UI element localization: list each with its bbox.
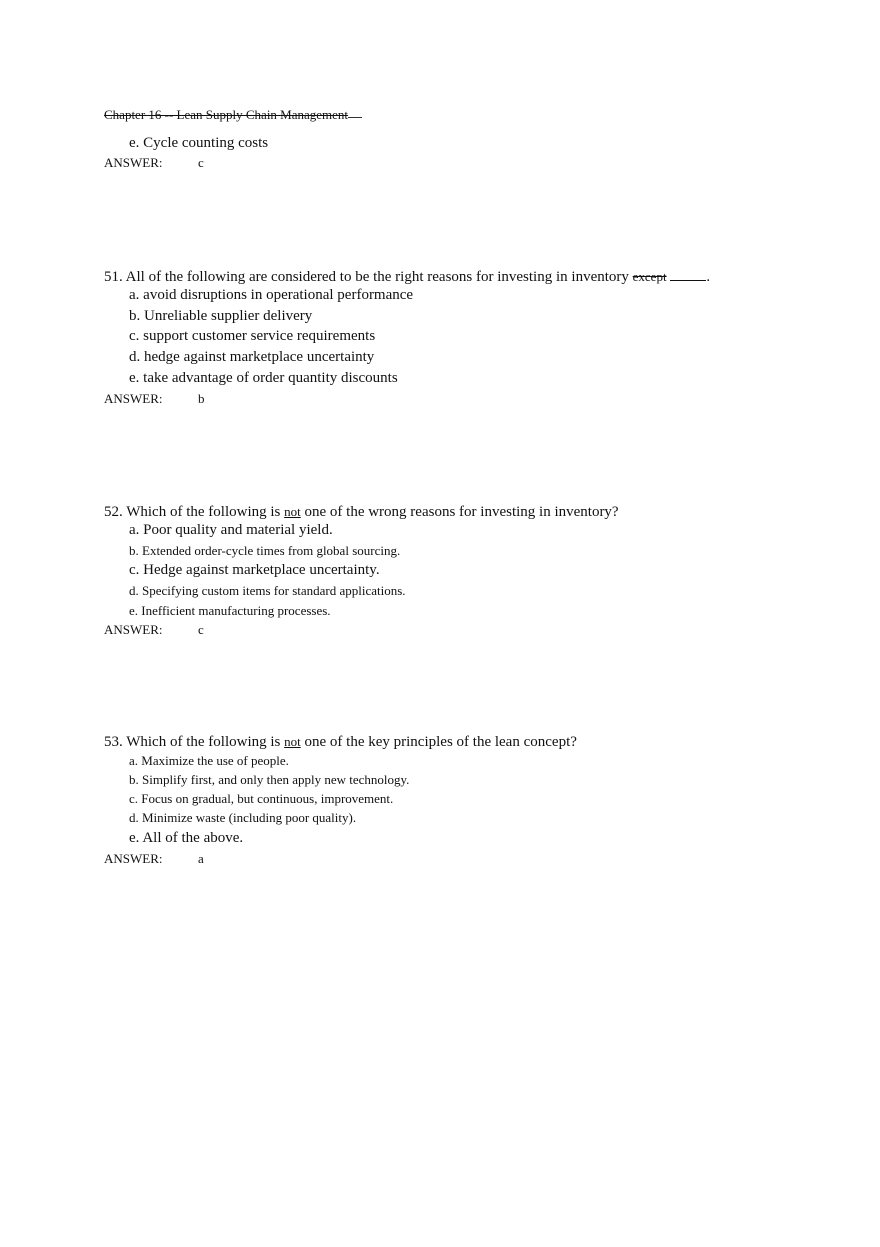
q53-choice-a: a. Maximize the use of people. (129, 753, 289, 768)
answer-value: b (198, 391, 205, 406)
q53-stem-text: 53. Which of the following is (104, 734, 285, 750)
answer-value: c (198, 155, 204, 170)
q51-blank (670, 268, 706, 281)
q52-stem-text: 52. Which of the following is (104, 504, 285, 520)
answer-label: ANSWER: (104, 391, 163, 406)
q51-stem-text: 51. All of the following are considered to be the right reasons for investing in inventory (104, 269, 633, 285)
q51-choice-a: a. avoid disruptions in operational performance (129, 287, 414, 303)
header-rule (348, 117, 362, 118)
q53-keyword: not (284, 734, 301, 749)
q52-choice-d: d. Specifying custom items for standard applications. (129, 583, 406, 598)
q52-answer (104, 622, 204, 638)
answer-value: c (198, 622, 204, 637)
q53-choice-b: b. Simplify first, and only then apply new technology. (129, 772, 410, 787)
answer-label: ANSWER: (104, 851, 163, 866)
answer-label: ANSWER: (104, 155, 163, 170)
q53-choice-c: c. Focus on gradual, but continuous, improvement. (129, 791, 394, 806)
q53-stem (104, 733, 577, 751)
q52-keyword: not (284, 504, 301, 519)
q51-keyword: except (632, 269, 667, 284)
q53-choice-e: e. All of the above. (129, 830, 244, 846)
q52-choice-c: c. Hedge against marketplace uncertainty. (129, 562, 380, 578)
answer-value: a (198, 851, 204, 866)
q52-choice-e: e. Inefficient manufacturing processes. (129, 603, 331, 618)
answer-label: ANSWER: (104, 622, 163, 637)
q52-stem (104, 503, 619, 521)
q52-choice-a: a. Poor quality and material yield. (129, 522, 333, 538)
q51-choice-c: c. support customer service requirements (129, 328, 376, 344)
prev-answer (104, 155, 204, 171)
q51-stem (104, 268, 710, 286)
q52-choice-b: b. Extended order-cycle times from global sourcing. (129, 543, 401, 558)
q51-answer (104, 391, 205, 407)
q53-stem-end: one of the key principles of the lean concept? (300, 734, 577, 750)
q53-choice-d: d. Minimize waste (including poor quality). (129, 810, 357, 825)
q51-choice-b: b. Unreliable supplier delivery (129, 308, 313, 324)
prev-choice-e: e. Cycle counting costs (129, 135, 269, 151)
page-header (104, 107, 362, 123)
q51-stem-end: . (706, 269, 711, 285)
q51-choice-d: d. hedge against marketplace uncertainty (129, 349, 375, 365)
q53-answer (104, 851, 204, 867)
q51-choice-e: e. take advantage of order quantity discounts (129, 370, 398, 386)
q52-stem-end: one of the wrong reasons for investing in inventory? (300, 504, 619, 520)
chapter-title: Chapter 16 -- Lean Supply Chain Management (104, 107, 349, 122)
